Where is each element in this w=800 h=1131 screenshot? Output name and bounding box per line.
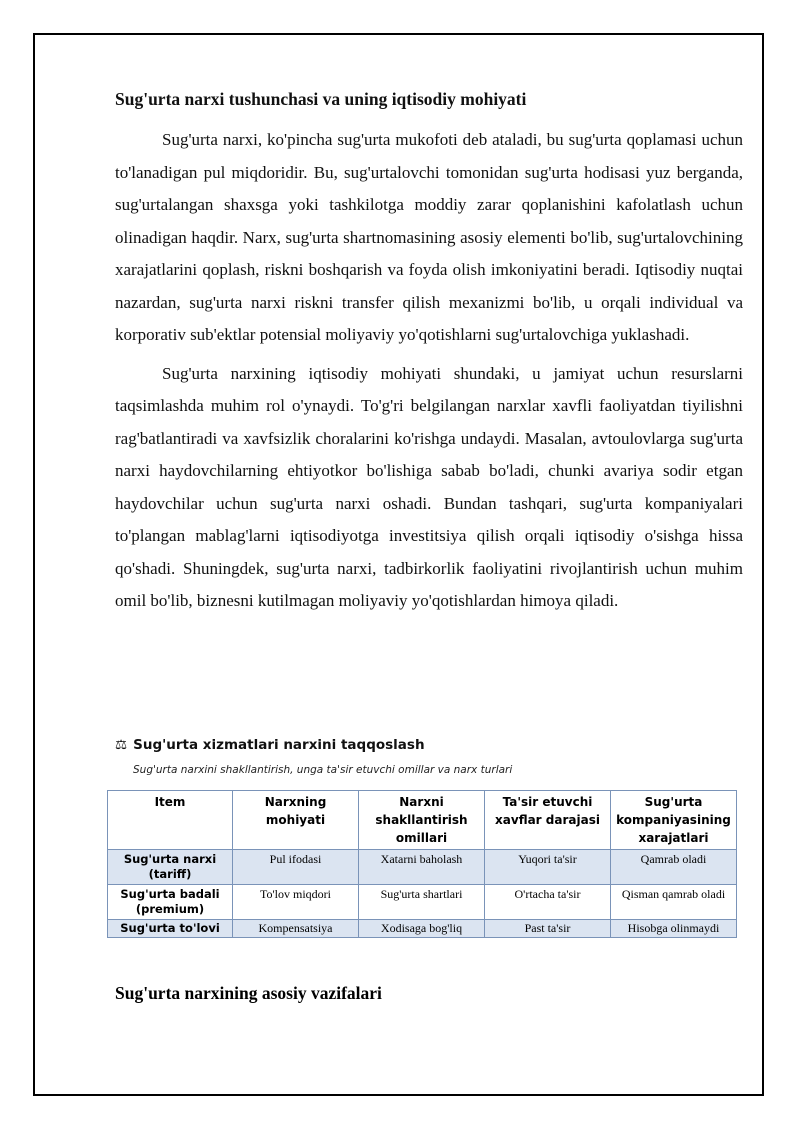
table-cell: Xodisaga bog'liq (359, 920, 485, 938)
table-row-label: Sug'urta to'lovi (108, 920, 233, 938)
section-heading: Sug'urta narxi tushunchasi va uning iqtisodiy mohiyati (115, 89, 527, 109)
comparison-table (107, 790, 737, 938)
table-header-row (108, 791, 737, 850)
table-cell: Pul ifodasi (233, 850, 359, 885)
table-row (108, 885, 737, 920)
table-cell: Yuqori ta'sir (485, 850, 611, 885)
table-cell: Past ta'sir (485, 920, 611, 938)
table-header-cell: Sug'urta kompaniyasining xarajatlari (611, 791, 737, 850)
scales-icon: ⚖ (115, 737, 128, 753)
table-cell: Sug'urta shartlari (359, 885, 485, 920)
table-header-cell: Narxning mohiyati (233, 791, 359, 850)
section-heading-2: Sug'urta narxining asosiy vazifalari (115, 983, 382, 1003)
table-title-text: Sug'urta xizmatlari narxini taqqoslash (133, 737, 425, 753)
table-cell: Hisobga olinmaydi (611, 920, 737, 938)
table-title (115, 736, 743, 754)
table-cell: Qamrab oladi (611, 850, 737, 885)
table-cell: O'rtacha ta'sir (485, 885, 611, 920)
table-cell: To'lov miqdori (233, 885, 359, 920)
paragraph-2: Sug'urta narxining iqtisodiy mohiyati shundaki, u jamiyat uchun resurslarni taqsimlashda muhim rol o'ynaydi. To'g'ri belgilangan narxlar xavfli faoliyatdan tiyilishni rag'batlantiradi va xavfsizlik choralarini ko'rishga undaydi. Masalan, avtoulovlarga sug'urta narxi haydovchilarning ehtiyotkor bo'lishiga sabab bo'ladi, chunki avariya sodir etgan haydovchilar uchun sug'urta narxi oshadi. Bundan tashqari, sug'urta kompaniyalari to'plangan mablag'larni iqtisodiyotga investitsiya qilish orqali iqtisodiy o'sishga hissa qo'shadi. Shuningdek, sug'urta narxi, tadbirkorlik faoliyatini rivojlantirish uchun muhim omil bo'lib, biznesni kutilmagan moliyaviy yo'qotishlardan himoya qiladi. (115, 363, 743, 610)
table-row (108, 850, 737, 885)
table-header-cell: Narxni shakllantirish omillari (359, 791, 485, 850)
table-header-cell: Ta'sir etuvchi xavflar darajasi (485, 791, 611, 850)
comparison-table-section (115, 736, 743, 935)
table-cell: Qisman qamrab oladi (611, 885, 737, 920)
table-cell: Xatarni baholash (359, 850, 485, 885)
section-content (115, 86, 743, 618)
table-row (108, 920, 737, 938)
table-row-label: Sug'urta badali (premium) (108, 885, 233, 920)
table-cell: Kompensatsiya (233, 920, 359, 938)
table-header-cell: Item (108, 791, 233, 850)
paragraph-1: Sug'urta narxi, ko'pincha sug'urta mukofoti deb ataladi, bu sug'urta qoplamasi uchun to'lanadigan pul miqdoridir. Bu, sug'urtalovchi tomonidan sug'urta hodisasi yuz berganda, sug'urtalangan shaxsga yoki tashkilotga moddiy zarar qoplanishini kafolatlash uchun olinadigan haqdir. Narx, sug'urta shartnomasining asosiy elementi bo'lib, sug'urtalovchining xarajatlarini qoplash, riskni boshqarish va foyda olish imkoniyatini beradi. Iqtisodiy nuqtai nazardan, sug'urta narxi riskni transfer qilish mexanizmi bo'lib, u orqali individual va korporativ sub'ektlar potensial moliyaviy yo'qotishlarni sug'urtalovchiga yuklashadi. (115, 130, 743, 344)
table-row-label: Sug'urta narxi (tariff) (108, 850, 233, 885)
table-subtitle: Sug'urta narxini shakllantirish, unga ta'sir etuvchi omillar va narx turlari (133, 764, 513, 776)
